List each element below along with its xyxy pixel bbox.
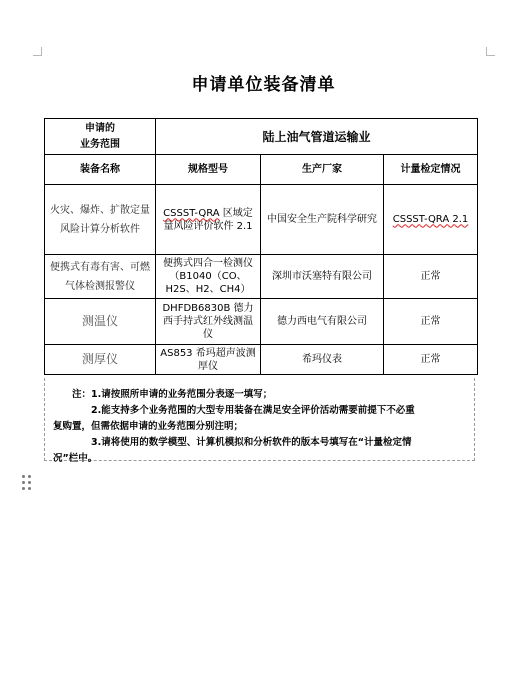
header-row bbox=[45, 155, 478, 185]
note-line-2: 2.能支持多个业务范围的大型专用装备在满足安全评价活动需要前提下不必重 bbox=[91, 405, 415, 416]
spec-rest-text: 区域定量风险评价软件 2.1 bbox=[163, 207, 253, 232]
table-row bbox=[45, 299, 478, 345]
note-line-1: 注：1.请按照所申请的业务范围分表逐一填写； bbox=[72, 389, 273, 400]
header-spec-model[interactable]: 规格型号 bbox=[156, 155, 261, 185]
handle-dot bbox=[28, 487, 31, 490]
cell-calibration-status[interactable]: 正常 bbox=[384, 345, 478, 375]
header-calibration-status[interactable]: 计量检定情况 bbox=[384, 155, 478, 185]
header-equipment-name[interactable]: 装备名称 bbox=[45, 155, 156, 185]
header-manufacturer[interactable]: 生产厂家 bbox=[261, 155, 384, 185]
handle-dot bbox=[28, 481, 31, 484]
drag-handle-icon[interactable] bbox=[21, 474, 33, 490]
business-scope-label-line2: 业务范围 bbox=[80, 138, 120, 150]
business-scope-value[interactable]: 陆上油气管道运输业 bbox=[156, 119, 478, 155]
business-scope-label[interactable] bbox=[45, 119, 156, 155]
notes-block[interactable] bbox=[44, 378, 475, 464]
note-line-4: 3.请将使用的数学模型、计算机模拟和分析软件的版本号填写在“计量检定情 bbox=[91, 437, 412, 448]
handle-dot bbox=[22, 475, 25, 478]
handle-dot bbox=[22, 481, 25, 484]
cell-manufacturer[interactable]: 中国安全生产院科学研究 bbox=[261, 185, 384, 255]
page-corner-mark-right bbox=[486, 47, 495, 56]
cell-calibration-status[interactable]: CSSST-QRA 2.1 bbox=[384, 185, 478, 255]
cell-equipment-name[interactable]: 便携式有毒有害、可燃气体检测报警仪 bbox=[45, 255, 156, 299]
note-line-5: 况”栏中。 bbox=[53, 453, 98, 464]
handle-dot bbox=[22, 487, 25, 490]
cell-equipment-name[interactable]: 测厚仪 bbox=[45, 345, 156, 375]
cell-equipment-name[interactable]: 火灾、爆炸、扩散定量风险计算分析软件 bbox=[45, 185, 156, 255]
cell-spec-model[interactable]: DHFDB6830B 德力西手持式红外线测温仪 bbox=[156, 299, 261, 345]
table-row bbox=[45, 255, 478, 299]
cell-spec-model[interactable]: 便携式四合一检测仪（B1040（CO、H2S、H2、CH4） bbox=[156, 255, 261, 299]
cell-equipment-name[interactable]: 测温仪 bbox=[45, 299, 156, 345]
handle-dot bbox=[28, 475, 31, 478]
business-scope-label-line1: 申请的 bbox=[85, 122, 115, 134]
cell-calibration-status[interactable]: 正常 bbox=[384, 255, 478, 299]
cell-manufacturer[interactable]: 德力西电气有限公司 bbox=[261, 299, 384, 345]
document-title[interactable]: 申请单位装备清单 bbox=[191, 75, 336, 95]
business-scope-row bbox=[45, 119, 478, 155]
equipment-table[interactable] bbox=[44, 118, 478, 375]
page-corner-mark-left bbox=[33, 47, 42, 56]
cell-manufacturer[interactable]: 希玛仪表 bbox=[261, 345, 384, 375]
cell-spec-model[interactable]: AS853 希玛超声波测厚仪 bbox=[156, 345, 261, 375]
cell-manufacturer[interactable]: 深圳市沃塞特有限公司 bbox=[261, 255, 384, 299]
table-row bbox=[45, 185, 478, 255]
note-line-3: 复购置，但需依据申请的业务范围分别注明； bbox=[53, 421, 244, 432]
spec-code-text: CSSST-QRA bbox=[163, 207, 220, 219]
cell-spec-model[interactable] bbox=[156, 185, 261, 255]
cell-calibration-status[interactable]: 正常 bbox=[384, 299, 478, 345]
table-row bbox=[45, 345, 478, 375]
